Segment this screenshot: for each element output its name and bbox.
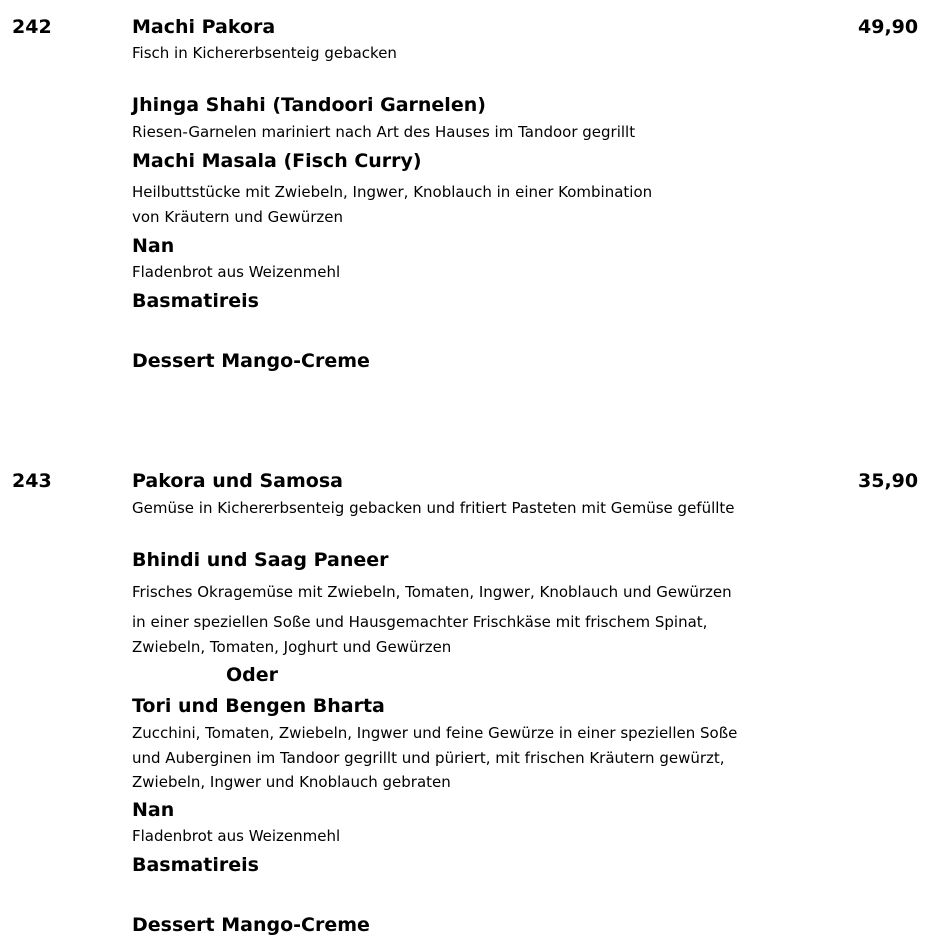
dish-title: Jhinga Shahi (Tandoori Garnelen) xyxy=(132,94,486,116)
dish-title: Bhindi und Saag Paneer xyxy=(132,549,389,571)
or-label: Oder xyxy=(226,664,279,686)
dish-title: Tori und Bengen Bharta xyxy=(132,695,385,717)
dish-description: Zucchini, Tomaten, Zwiebeln, Ingwer und feine Gewürze in einer speziellen Soße xyxy=(132,724,738,742)
dish-description: Riesen-Garnelen mariniert nach Art des Hauses im Tandoor gegrillt xyxy=(132,123,636,141)
dish-title: Machi Pakora xyxy=(132,16,276,38)
menu-price: 35,90 xyxy=(858,470,919,492)
dessert-title: Dessert Mango-Creme xyxy=(132,350,370,372)
dish-description: Heilbuttstücke mit Zwiebeln, Ingwer, Knoblauch in einer Kombination xyxy=(132,183,653,201)
menu-number: 243 xyxy=(12,470,52,492)
dish-description: Fladenbrot aus Weizenmehl xyxy=(132,827,341,845)
dish-title: Nan xyxy=(132,235,175,257)
dish-description: Gemüse in Kichererbsenteig gebacken und fritiert Pasteten mit Gemüse gefüllte xyxy=(132,499,735,517)
menu-number: 242 xyxy=(12,16,52,38)
dish-description: Zwiebeln, Tomaten, Joghurt und Gewürzen xyxy=(132,638,452,656)
dish-title: Basmatireis xyxy=(132,854,259,876)
dessert-title: Dessert Mango-Creme xyxy=(132,914,370,936)
dish-description: in einer speziellen Soße und Hausgemachter Frischkäse mit frischem Spinat, xyxy=(132,613,708,631)
dish-title: Pakora und Samosa xyxy=(132,470,343,492)
dish-description: Frisches Okragemüse mit Zwiebeln, Tomaten, Ingwer, Knoblauch und Gewürzen xyxy=(132,583,732,601)
dish-description: Fisch in Kichererbsenteig gebacken xyxy=(132,44,397,62)
dish-title: Basmatireis xyxy=(132,290,259,312)
menu-price: 49,90 xyxy=(858,16,919,38)
dish-title: Machi Masala (Fisch Curry) xyxy=(132,150,422,172)
dish-description: und Auberginen im Tandoor gegrillt und püriert, mit frischen Kräutern gewürzt, xyxy=(132,749,725,767)
dish-description: Zwiebeln, Ingwer und Knoblauch gebraten xyxy=(132,773,451,791)
dish-description: von Kräutern und Gewürzen xyxy=(132,208,344,226)
dish-description: Fladenbrot aus Weizenmehl xyxy=(132,263,341,281)
dish-title: Nan xyxy=(132,799,175,821)
